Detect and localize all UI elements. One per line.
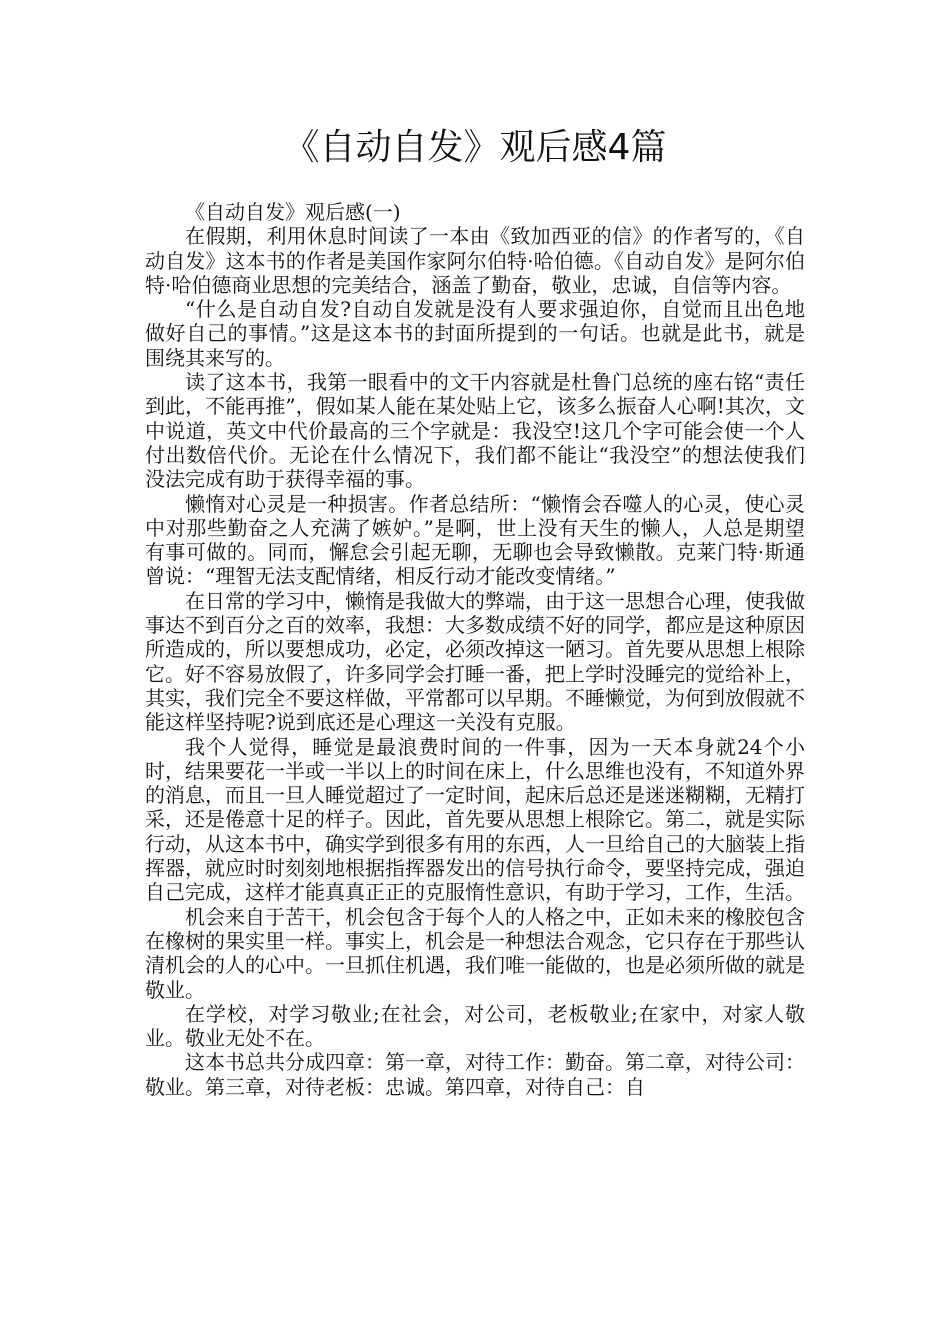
paragraph: 读了这本书，我第一眼看中的文干内容就是杜鲁门总统的座右铭“责任到此，不能再推”，假如某人能在某处贴上它，该多么振奋人心啊!其次，文中说道，英文中代价最高的三个字就是：我没空!这几个字可能会使一个人付出数倍代价。无论在什么情况下，我们都不能让“我没空”的想法使我们没法完成有助于获得幸福的事。 [145,370,805,492]
paragraph: 在假期，利用休息时间读了一本由《致加西亚的信》的作者写的，《自动自发》这本书的作者是美国作家阿尔伯特·哈伯德。《自动自发》是阿尔伯特·哈伯德商业思想的完美结合，涵盖了勤奋，敬业，忠诚，自信等内容。 [145,224,805,297]
paragraph: 懒惰对心灵是一种损害。作者总结所：“懒惰会吞噬人的心灵，使心灵中对那些勤奋之人充满了嫉妒。”是啊，世上没有天生的懒人，人总是期望有事可做的。同而，懈怠会引起无聊，无聊也会导致懒散。克莱门特·斯通曾说：“理智无法支配情绪，相反行动才能改变情绪。” [145,491,805,589]
paragraph: 在日常的学习中，懒惰是我做大的弊端，由于这一思想合心理，使我做事达不到百分之百的效率，我想：大多数成绩不好的同学，都应是这种原因所造成的，所以要想成功，必定，必须改掉这一陋习。首先要从思想上根除它。好不容易放假了，许多同学会打睡一番，把上学时没睡完的觉给补上，其实，我们完全不要这样做，平常都可以早期。不睡懒觉，为何到放假就不能这样坚持呢?说到底还是心理这一关没有克服。 [145,588,805,735]
paragraph: 机会来自于苦干，机会包含于每个人的人格之中，正如未来的橡胶包含在橡树的果实里一样。事实上，机会是一种想法合观念，它只存在于那些认清机会的人的心中。一旦抓住机遇，我们唯一能做的，也是必须所做的就是敬业。 [145,904,805,1002]
paragraph: 这本书总共分成四章：第一章，对待工作：勤奋。第二章，对待公司：敬业。第三章，对待老板：忠诚。第四章，对待自己：自 [145,1050,805,1099]
section-heading: 《自动自发》观后感(一) [185,200,401,224]
document-title: 《自动自发》观后感4篇 [283,127,667,168]
paragraph: 在学校，对学习敬业;在社会，对公司，老板敬业;在家中，对家人敬业。敬业无处不在。 [145,1001,805,1051]
paragraph: 我个人觉得，睡觉是最浪费时间的一件事，因为一天本身就24个小时，结果要花一半或一半以上的时间在床上，什么思维也没有，不知道外界的消息，而且一旦人睡觉超过了一定时间，起床后总还是迷迷糊糊，无精打采，还是倦意十足的样子。因此，首先要从思想上根除它。第二，就是实际行动，从这本书中，确实学到很多有用的东西，人一旦给自己的大脑装上指挥器，就应时时刻刻地根据指挥器发出的信号执行命令，要坚持完成，强迫自己完成，这样才能真真正正的克服惰性意识，有助于学习，工作，生活。 [145,734,805,905]
document-page [145,118,805,1099]
document-body [145,200,805,1099]
paragraph: “什么是自动自发?自动自发就是没有人要求强迫你，自觉而且出色地做好自己的事情。”这是这本书的封面所提到的一句话。也就是此书，就是围绕其来写的。 [145,297,805,370]
